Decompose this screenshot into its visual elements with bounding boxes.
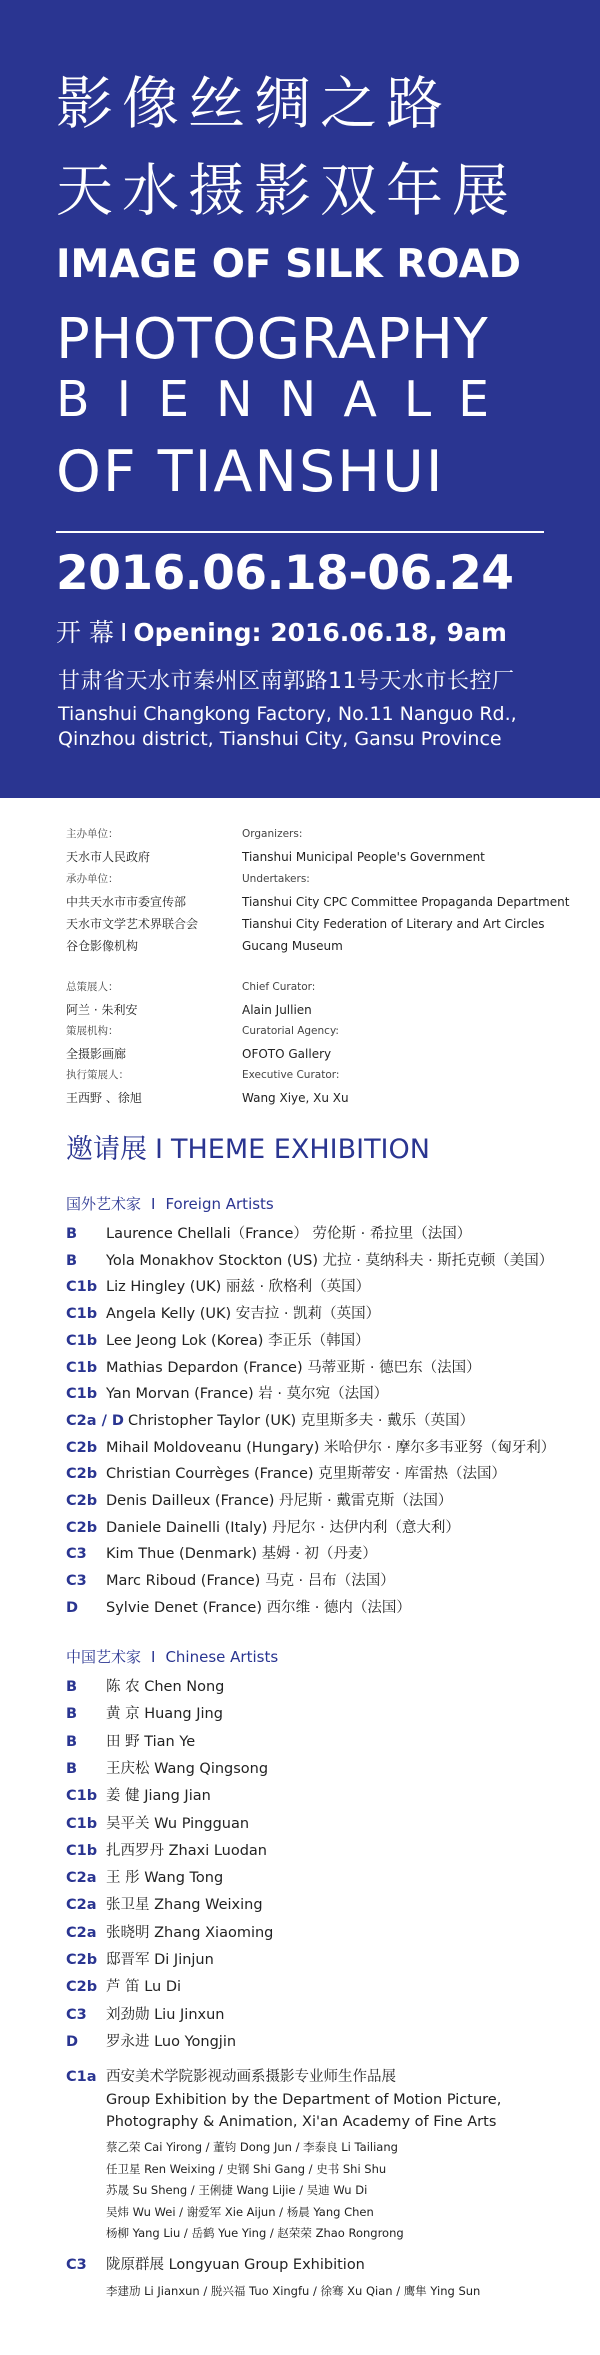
group-member-line: 吴炜 Wu Wei / 谢爱军 Xie Aijun / 杨晨 Yang Chen	[106, 2204, 374, 2219]
artist-name: Mathias Depardon (France) 马蒂亚斯 · 德巴东（法国）	[106, 1359, 481, 1376]
artist-row	[66, 1951, 214, 1969]
artist-name: 姜 健 Jiang Jian	[106, 1788, 211, 1805]
exhibit-code: C1b	[66, 1279, 98, 1296]
artist-row	[66, 1869, 223, 1887]
exhibit-code: C2b	[66, 1952, 98, 1968]
chinese-heading-separator: I	[151, 1648, 156, 1666]
exhibition-dates: 2016.06.18-06.24	[56, 546, 514, 601]
artist-row	[66, 1572, 395, 1590]
artist-row	[66, 1492, 452, 1510]
title-chinese-line-2: 天水摄影双年展	[56, 158, 518, 224]
credit-left-label: 主办单位：	[66, 828, 119, 840]
artist-row	[66, 1924, 273, 1942]
foreign-heading-separator: I	[151, 1195, 156, 1213]
exhibit-code: D	[66, 2033, 79, 2050]
exhibit-code: C1b	[66, 1788, 98, 1805]
artist-name: Angela Kelly (UK) 安吉拉 · 凯莉（英国）	[106, 1306, 381, 1323]
artist-name: Yola Monakhov Stockton (US) 尤拉 · 莫纳科夫 · 斯托克顿（美国）	[106, 1252, 554, 1269]
title-english-line-4: OF TIANSHUI	[56, 439, 445, 505]
opening-label-en: Opening: 2016.06.18, 9am	[133, 618, 507, 647]
exhibit-code: C1a	[66, 2069, 97, 2085]
credit-left-label: 总策展人：	[66, 981, 119, 993]
artist-row	[66, 2033, 236, 2051]
artist-row	[66, 1252, 553, 1270]
group-member-line: 任卫星 Ren Weixing / 史钢 Shi Gang / 史书 Shi Shu	[106, 2161, 387, 2176]
exhibit-code: C1b	[66, 1359, 98, 1376]
artist-name: Daniele Dainelli (Italy) 丹尼尔 · 达伊内利（意大利）	[106, 1519, 460, 1536]
title-english-line-3: BIENNALE	[56, 371, 517, 428]
exhibit-code: B	[66, 1226, 78, 1242]
credit-right-label: Organizers:	[242, 828, 303, 840]
title-chinese-line-1: 影像丝绸之路	[56, 71, 452, 137]
credit-left-label: 策展机构：	[66, 1025, 119, 1037]
group-member-line: 苏晟 Su Sheng / 王俐捷 Wang Lijie / 吴迪 Wu Di	[106, 2183, 368, 2197]
exhibit-code: B	[66, 1706, 78, 1723]
group-member-line: 蔡乙荣 Cai Yirong / 董钧 Dong Jun / 李泰良 Li Tailiang	[106, 2140, 398, 2154]
artist-name: Yan Morvan (France) 岩 · 莫尔宛（法国）	[106, 1386, 389, 1403]
artist-name: Liz Hingley (UK) 丽兹 · 欣格利（英国）	[106, 1279, 371, 1296]
artist-row	[66, 1439, 555, 1457]
credit-left-label: 执行策展人：	[66, 1069, 129, 1081]
artist-row	[66, 1815, 249, 1833]
artist-name: Marc Riboud (France) 马克 · 吕布（法国）	[106, 1573, 395, 1590]
artist-row	[66, 1225, 471, 1243]
exhibit-code: C3	[66, 2257, 87, 2273]
credit-right-value: Tianshui City Federation of Literary and Art Circles	[242, 917, 545, 931]
artist-row	[66, 1278, 370, 1296]
theme-title-cn: 邀请展	[66, 1134, 147, 1165]
artist-name: Kim Thue (Denmark) 基姆 · 初（丹麦）	[106, 1546, 377, 1563]
credit-right-value: OFOTO Gallery	[242, 1047, 332, 1061]
group-member-line: 李建劢 Li Jianxun / 脱兴福 Tuo Xingfu / 徐骞 Xu Qian / 鹰隼 Ying Sun	[106, 2284, 481, 2298]
artist-name: 田 野 Tian Ye	[106, 1733, 196, 1750]
theme-exhibition-title	[66, 1136, 430, 1163]
artist-row	[66, 1385, 388, 1403]
group-member-line: 杨柳 Yang Liu / 岳鹤 Yue Ying / 赵荣荣 Zhao Rongrong	[106, 2226, 404, 2240]
artist-name: Lee Jeong Lok (Korea) 李正乐（韩国）	[106, 1332, 370, 1349]
exhibit-code: B	[66, 1252, 78, 1269]
credit-right-value: Tianshui City CPC Committee Propaganda Department	[242, 895, 570, 909]
credit-left-value: 阿兰 · 朱利安	[66, 1003, 138, 1017]
artist-name: 吴平关 Wu Pingguan	[106, 1815, 250, 1832]
artist-row	[66, 1305, 380, 1323]
artist-row	[66, 1519, 460, 1537]
artist-row	[66, 1359, 481, 1377]
credit-left-value: 谷仓影像机构	[66, 939, 139, 953]
exhibit-code: C2b	[66, 1979, 98, 1996]
exhibit-code: C2a	[66, 1924, 97, 1941]
group-title-en-1: Group Exhibition by the Department of Motion Picture,	[106, 2092, 502, 2108]
exhibit-code: C3	[66, 1546, 87, 1563]
credit-left-value: 中共天水市市委宣传部	[66, 895, 187, 909]
credit-left-value: 天水市人民政府	[66, 850, 151, 864]
artist-name: 刘劲勋 Liu Jinxun	[106, 2006, 225, 2023]
hero-banner	[0, 0, 600, 798]
exhibit-code: B	[66, 1679, 78, 1695]
artist-name: Christian Courrèges (France) 克里斯蒂安 · 库雷热（法国）	[106, 1466, 506, 1483]
theme-title-en: THEME EXHIBITION	[170, 1134, 430, 1165]
exhibit-code: C1b	[66, 1386, 98, 1403]
exhibit-code: C1b	[66, 1306, 98, 1323]
artist-row	[66, 1842, 267, 1860]
chinese-artists-heading	[66, 1650, 278, 1665]
artist-name: Mihail Moldoveanu (Hungary) 米哈伊尔 · 摩尔多韦亚努（匈牙利）	[106, 1439, 556, 1456]
artist-name: 邸晋军 Di Jinjun	[106, 1952, 214, 1968]
artist-row	[66, 1733, 195, 1751]
credit-left-value: 全摄影画廊	[66, 1047, 127, 1061]
credit-right-value: Alain Jullien	[242, 1003, 312, 1017]
artist-name: 王 彤 Wang Tong	[106, 1870, 224, 1887]
artist-name: 王庆松 Wang Qingsong	[106, 1760, 269, 1777]
group-title-en-2: Photography & Animation, Xi'an Academy of Fine Arts	[106, 2114, 497, 2130]
exhibit-code: C3	[66, 2006, 87, 2023]
artist-row	[66, 1332, 370, 1350]
artist-name: 张卫星 Zhang Weixing	[106, 1897, 263, 1914]
exhibit-code: D	[66, 1599, 79, 1616]
credit-left-label: 承办单位：	[66, 873, 119, 885]
exhibit-code: C2a	[66, 1897, 97, 1914]
artist-name: 张晓明 Zhang Xiaoming	[106, 1924, 274, 1941]
artist-row	[66, 1978, 181, 1996]
artist-name: Denis Dailleux (France) 丹尼斯 · 戴雷克斯（法国）	[106, 1493, 453, 1509]
credit-right-label: Chief Curator:	[242, 981, 316, 993]
exhibit-code: C2b	[66, 1519, 98, 1536]
artist-name: Sylvie Denet (France) 西尔维 · 德内（法国）	[106, 1599, 411, 1616]
exhibit-code: C2b	[66, 1466, 98, 1483]
exhibit-code: C3	[66, 1573, 87, 1590]
artist-row	[66, 1896, 263, 1914]
artist-row	[66, 1545, 377, 1563]
artist-name: 陈 农 Chen Nong	[106, 1679, 225, 1695]
artist-name: Christopher Taylor (UK) 克里斯多夫 · 戴乐（英国）	[128, 1412, 475, 1429]
address-english-line-1: Tianshui Changkong Factory, No.11 Nanguo Rd.,	[58, 703, 517, 725]
credit-left-value: 天水市文学艺术界联合会	[66, 917, 199, 931]
credit-right-label: Executive Curator:	[242, 1069, 340, 1081]
chinese-heading-cn: 中国艺术家	[66, 1648, 142, 1666]
title-english-line-1: IMAGE OF SILK ROAD	[56, 242, 522, 287]
artist-row	[66, 2006, 224, 2024]
artist-row	[66, 1465, 506, 1483]
foreign-heading-en: Foreign Artists	[165, 1195, 274, 1213]
exhibit-code: C1b	[66, 1842, 98, 1859]
opening-line	[56, 620, 507, 645]
credit-right-label: Curatorial Agency:	[242, 1025, 339, 1037]
exhibit-code: C2b	[66, 1493, 98, 1509]
foreign-heading-cn: 国外艺术家	[66, 1195, 142, 1213]
credit-left-value: 王西野 、徐旭	[66, 1091, 142, 1105]
theme-title-separator: I	[155, 1134, 163, 1165]
exhibit-code: B	[66, 1733, 78, 1750]
opening-label-cn: 开 幕	[56, 618, 114, 647]
credit-right-value: Wang Xiye, Xu Xu	[242, 1091, 349, 1105]
divider	[56, 531, 544, 533]
artist-name: 芦 笛 Lu Di	[106, 1979, 182, 1996]
exhibit-code: C1b	[66, 1332, 98, 1349]
foreign-artists-heading	[66, 1197, 274, 1212]
artist-row	[66, 1705, 223, 1723]
group-title: 陇原群展 Longyuan Group Exhibition	[106, 2257, 365, 2273]
credit-right-label: Undertakers:	[242, 873, 310, 885]
exhibit-code: B	[66, 1760, 78, 1777]
exhibit-code: C2a	[66, 1870, 97, 1887]
artist-name: 黄 京 Huang Jing	[106, 1706, 223, 1723]
address-chinese: 甘肃省天水市秦州区南郭路11号天水市长控厂	[58, 669, 515, 694]
artist-name: 扎西罗丹 Zhaxi Luodan	[106, 1842, 268, 1859]
artist-row	[66, 1760, 268, 1778]
title-english-line-2: PHOTOGRAPHY	[56, 307, 489, 372]
address-english-line-2: Qinzhou district, Tianshui City, Gansu Province	[58, 728, 502, 750]
opening-separator: I	[119, 618, 128, 647]
credit-right-value: Gucang Museum	[242, 939, 343, 953]
exhibit-code: C1b	[66, 1815, 98, 1832]
artist-row	[66, 1412, 474, 1430]
credit-right-value: Tianshui Municipal People's Government	[242, 850, 485, 864]
artist-name: Laurence Chellali（France） 劳伦斯 · 希拉里（法国）	[106, 1226, 472, 1242]
chinese-heading-en: Chinese Artists	[165, 1648, 279, 1666]
artist-name: 罗永进 Luo Yongjin	[106, 2033, 237, 2050]
artist-row	[66, 1678, 224, 1696]
artist-row	[66, 1599, 411, 1617]
exhibit-code: C2b	[66, 1439, 98, 1456]
exhibit-code: C2a / D	[66, 1412, 124, 1429]
group-title-cn: 西安美术学院影视动画系摄影专业师生作品展	[106, 2069, 396, 2085]
artist-row	[66, 1787, 211, 1805]
